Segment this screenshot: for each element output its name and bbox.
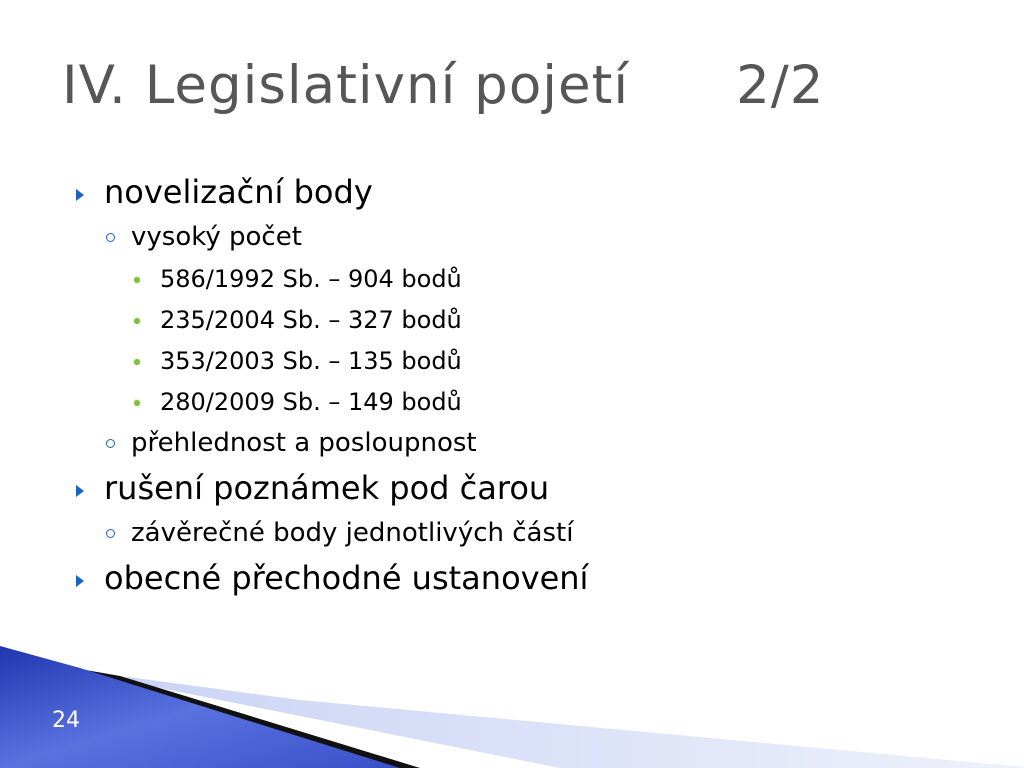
bullet-text: závěrečné body jednotlivých částí <box>131 518 574 548</box>
bullet-text: 353/2003 Sb. – 135 bodů <box>160 346 462 375</box>
bullet-text: novelizační body <box>104 173 373 211</box>
bullet-text: přehlednost a posloupnost <box>131 428 477 458</box>
bullet-text: rušení poznámek pod čarou <box>104 469 550 507</box>
bullet-text: vysoký počet <box>131 222 302 252</box>
bullet-text: 235/2004 Sb. – 327 bodů <box>160 305 462 334</box>
bullet-text: obecné přechodné ustanovení <box>104 559 589 597</box>
slide-title: IV. Legislativní pojetí 2/2 <box>62 55 825 116</box>
slide-number: 24 <box>52 708 80 733</box>
bullet-text: 280/2009 Sb. – 149 bodů <box>160 387 462 416</box>
bullet-text: 586/1992 Sb. – 904 bodů <box>160 264 462 293</box>
